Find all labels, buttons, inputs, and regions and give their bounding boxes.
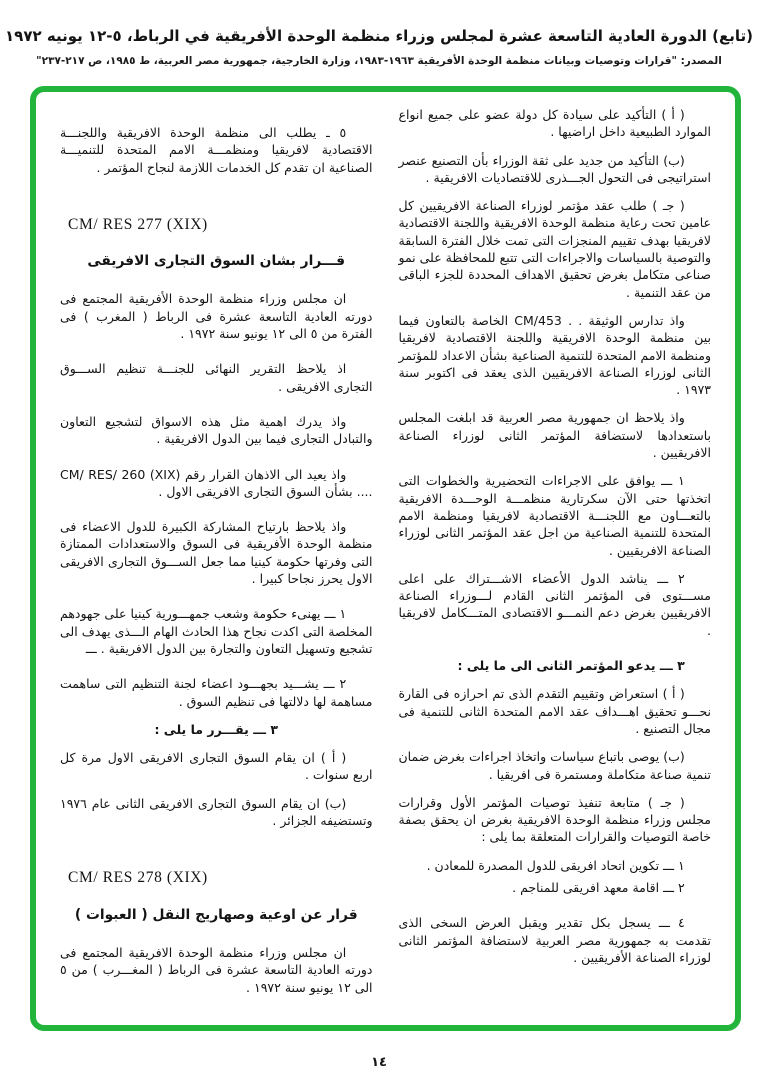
paragraph: (ب) التأكيد من جديد على ثقة الوزراء بأن التصنيع عنصر استراتيجى فى التحول الجـــذرى للاقتصاديات الافريقية .: [398, 152, 711, 185]
paragraph: (ب) ان يقام السوق التجارى الافريقى الثانى عام ١٩٧٦ وتستضيفه الجزائر .: [60, 795, 373, 829]
paragraph: (ب) يوصى باتباع سياسات واتخاذ اجراءات بغرض ضمان تنمية صناعة متكاملة ومستمرة فى افريقيا .: [398, 749, 711, 782]
page-title: (تابع) الدورة العادية التاسعة عشرة لمجلس وزراء منظمة الوحدة الأفريقية في الرباط، ٥-١٢ يونيه ١٩٧٢: [5, 27, 753, 45]
source-citation: المصدر: "قرارات وتوصيات وبيانات منظمة الوحدة الأفريقية ١٩٦٣-١٩٨٣، وزارة الخارجية، جمهورية مصر العربية، ط ١٩٨٥، ص ٢١٧-٢٣٧": [36, 55, 722, 67]
paragraph: ان مجلس وزراء منظمة الوحدة الأفريقية المجتمع فى دورته العادية التاسعة عشرة فى الرباط ( المغرب ) فى الفترة من ٥ الى ١٢ يونيو سنة ١٩٧٢ .: [60, 291, 373, 342]
paragraph: ٢ ـــ يشـــيد بجهـــود اعضاء لجنة التنظيم التى ساهمت مساهمة لها دلالتها فى تنظيم السوق .: [60, 676, 373, 709]
resolution-title: قرار عن اوعية وصهاريج النقل ( العبوات ): [74, 906, 358, 923]
paragraph: ( جـ ) طلب عقد مؤتمر لوزراء الصناعة الافريقيين كل عامين تحت رعاية منظمة الوحدة الافريقية واللجنة الاقتصادية لافريقيا بهدف تقييم المنجزات التى تمت خلال الفترة السابقة والتوصية بالسياسات والاجراءات التى تتبع للمحافظة على نمو صناعى متكامل بغرض تحقيق الاهداف المحددة للجزء الباقى من عقد التنمية .: [398, 198, 711, 300]
paragraph: ان مجلس وزراء منظمة الوحدة الافريقية المجتمع فى دورته العادية التاسعة عشرة فى الرباط ( المغـــرب ) من ٥ الى ١٢ يونيو سنة ١٩٧٢ .: [60, 944, 373, 995]
paragraph: اذ يلاحظ التقرير النهائى للجنـــة تنظيم الســـوق التجارى الافريقى .: [60, 361, 373, 394]
paragraph: واذ يعيد الى الاذهان القرار رقم CM/ RES/ 260 (XIX) .... بشأن السوق التجارى الافريقى الاول .: [60, 466, 373, 499]
resolution-title: قـــرار بشان السوق التجارى الافريقى: [87, 253, 346, 270]
column-left: [60, 106, 373, 1007]
paragraph: ٤ ـــ يسجل بكل تقدير ويقبل العرض السخى الذى تقدمت به جمهورية مصر العربية لاستضافة المؤتمر الثانى لوزراء الصناعة الأفريقيين .: [398, 915, 711, 965]
list-item: ١ ـــ تكوين اتحاد افريقى للدول المصدرة للمعادن .: [426, 857, 685, 873]
paragraph: ١ ـــ يهنىء حكومة وشعب جمهـــورية كينيا على جهودهم المخلصة التى اكدت نجاح هذا الحادث الهام الـــذى يهدف الى تشجيع وتسهيل التعاون والتجارة بين الدول الافريقية . ـــ: [60, 606, 373, 656]
content-frame: [30, 86, 741, 1031]
paragraph: واذ يلاحظ ان جمهورية مصر العربية قد ابلغت المجلس باستعدادها لاستضافة المؤتمر الثانى لوزراء الصناعة الافريقيين .: [398, 410, 711, 461]
clause-heading: ٣ ـــ يقـــرر ما يلى :: [154, 721, 279, 737]
document-footer: [0, 1055, 758, 1070]
page-number: ١٤: [371, 1054, 387, 1070]
resolution-code: CM/ RES 278 (XIX): [68, 869, 208, 887]
paragraph: واذ يدرك اهمية مثل هذه الاسواق لتشجيع التعاون والتبادل التجارى فيما بين الدول الافريقية .: [60, 413, 373, 447]
list-item: ٢ ـــ اقامة معهد افريقى للمناجم .: [512, 879, 685, 895]
paragraph: ( أ ) ان يقام السوق التجارى الافريقى الاول مرة كل اربع سنوات .: [60, 750, 373, 783]
resolution-code: CM/ RES 277 (XIX): [68, 215, 208, 233]
paragraph: ٥ ـ يطلب الى منظمة الوحدة الافريقية واللجنـــة الاقتصادية لافريقيا ومنظمـــة الامم المتحدة للتنميـــة الصناعية ان تقدم كل الخدمات اللازمة لنجاح المؤتمر .: [60, 125, 373, 175]
document-header: [0, 0, 758, 67]
paragraph: ( أ ) استعراض وتقييم التقدم الذى تم احرازه فى القارة نحـــو تحقيق اهـــداف عقد الامم المتحدة الثانى للتنمية فى مجال التصنيع .: [398, 686, 711, 736]
paragraph: ٢ ـــ يناشد الدول الأعضاء الاشـــتراك على اعلى مســـتوى فى المؤتمر الثانى القادم لـــوزراء الصناعة الافريقيين بغرض دعم النمـــو الاقتصادى المتـــكامل لافريقيا .: [398, 570, 711, 638]
two-column-layout: [60, 106, 711, 1007]
paragraph: ( أ ) التأكيد على سيادة كل دولة عضو على جميع انواع الموارد الطبيعية داخل اراضيها .: [398, 107, 711, 140]
paragraph: ( جـ ) متابعة تنفيذ توصيات المؤتمر الأول وقرارات مجلس وزراء منظمة الوحدة الافريقية بغرض ان يحقق بصفة خاصة التوصيات والقرارات المتعلقة بما يلى :: [398, 794, 711, 845]
paragraph: ١ ـــ يوافق على الاجراءات التحضيرية والخطوات التى اتخذتها حتى الآن سكرتارية منظمـــة الوحـــدة الافريقية بالتعـــاون مع اللجنـــة الاقتصادية لافريقيا ومنظمة الامم المتحدة للتنمية الصناعية من اجل عقد المؤتمر الثانى لوزراء الصناعة الافريقيين .: [398, 473, 711, 558]
column-right: [399, 106, 712, 1007]
paragraph: واذ تدارس الوثيقة . . CM/453 الخاصة بالتعاون فيما بين منظمة الوحدة الافريقية واللجنة الاقتصادية لافريقيا ومنظمة الامم المتحدة للتنمية الصناعية بشأن الاعداد للمؤتمر الثانى لوزراء الصناعة الافريقيين الذى يعقد فى اكتوبر سنة ١٩٧٣ .: [398, 312, 711, 398]
paragraph: واذ يلاحظ بارتياح المشاركة الكبيرة للدول الاعضاء فى منظمة الوحدة الأفريقية فى السوق والاستعدادات الممتازة التى وفرتها حكومة كينيا مما جعل الســـوق التجارى الافريقى الاول يحرز نجاحا كبيرا .: [60, 519, 373, 587]
clause-heading: ٣ ـــ يدعو المؤتمر الثانى الى ما يلى :: [457, 658, 685, 674]
